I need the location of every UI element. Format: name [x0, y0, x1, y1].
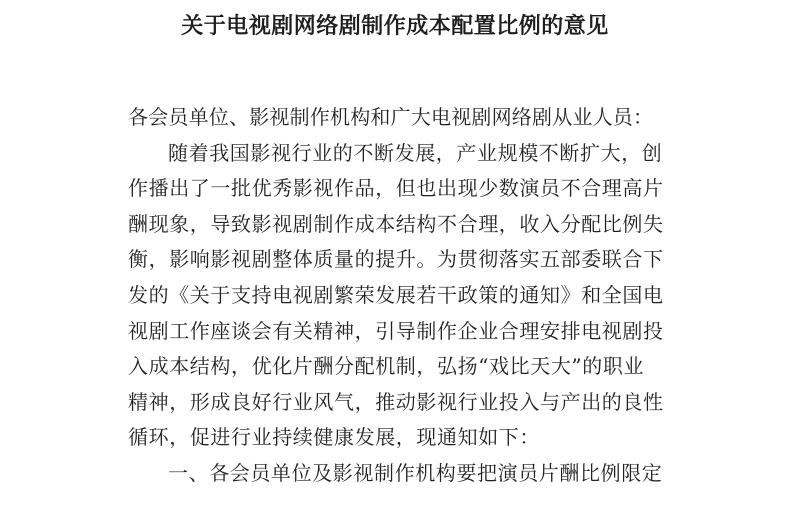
paragraph-line: 酬现象，导致影视剧制作成本结构不合理，收入分配比例失 [128, 211, 664, 236]
paragraph-line: 随着我国影视行业的不断发展，产业规模不断扩大，创 [168, 140, 663, 165]
salutation: 各会员单位、影视制作机构和广大电视剧网络剧从业人员： [128, 105, 654, 129]
paragraph-line: 衡，影响影视剧整体质量的提升。为贯彻落实五部委联合下 [128, 247, 664, 272]
paragraph-line: 发的《关于支持电视剧繁荣发展若干政策的通知》和全国电 [128, 282, 664, 307]
paragraph-line: 循环，促进行业持续健康发展，现通知如下： [128, 425, 540, 450]
paragraph-line: 作播出了一批优秀影视作品，但也出现少数演员不合理高片 [128, 176, 664, 201]
document-body [128, 100, 688, 492]
paragraph-line: 精神，形成良好行业风气，推动影视行业投入与产出的良性 [128, 389, 664, 414]
document-title: 关于电视剧网络剧制作成本配置比例的意见 [181, 14, 609, 39]
paragraph-line: 一、各会员单位及影视制作机构要把演员片酬比例限定 [168, 460, 663, 485]
paragraph-line: 入成本结构，优化片酬分配机制，弘扬“戏比天大”的职业 [128, 354, 645, 379]
paragraph-line: 视剧工作座谈会有关精神，引导制作企业合理安排电视剧投 [128, 318, 664, 343]
